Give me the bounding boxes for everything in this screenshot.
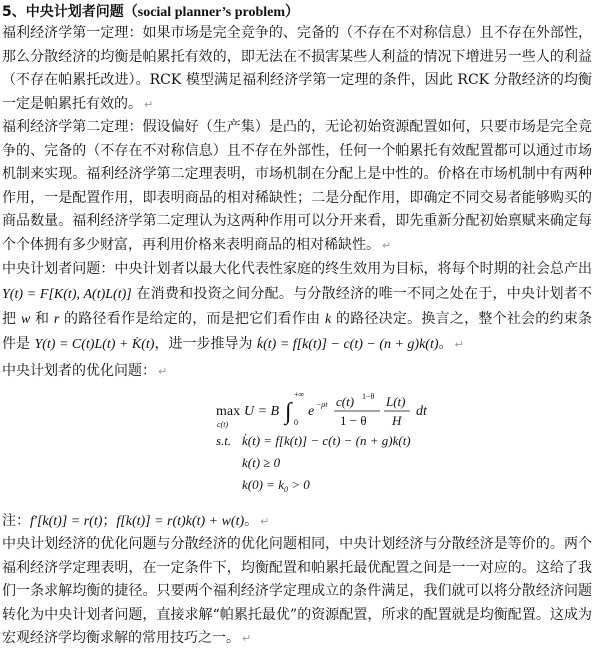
- p4-text: 中央计划者的优化问题：: [2, 363, 156, 379]
- note-label: 注：: [2, 513, 30, 529]
- differential: dt: [416, 404, 427, 419]
- integral-lower: 0: [294, 418, 298, 427]
- note-end: 。: [244, 513, 259, 529]
- paragraph-first-welfare-theorem: [2, 22, 592, 116]
- paragraph-second-welfare-theorem: [2, 116, 592, 257]
- subject-to-label: s.t.: [216, 433, 232, 448]
- max-operator: max: [216, 404, 241, 419]
- p3-text-b: 在消费和投资之间分配。与分散经济的唯一不同之处在于，中央计划者不把: [2, 286, 592, 327]
- return-mark: ↵: [242, 632, 252, 645]
- frac2-numerator: L(t): [386, 394, 406, 409]
- p3-text-f: ，进一步推导为: [154, 336, 257, 352]
- var-r: r: [53, 312, 60, 327]
- frac2-denominator: H: [392, 413, 402, 428]
- heading-close: ）: [285, 4, 300, 20]
- p3-text-e: 的路径决定。换言之，整个社会的约束条件是: [2, 311, 593, 352]
- p3-text-a: 中央计划者问题：中央计划者以最大化代表性家庭的终生效用为目标，将每个时期的社会总产出: [2, 261, 592, 277]
- heading-number: 5、: [2, 4, 26, 20]
- note-separator: ；: [102, 513, 117, 529]
- var-w: w: [20, 312, 31, 327]
- note-equation-2: f[k(t)] = r(t)k(t) + w(t): [116, 514, 245, 529]
- paragraph-equivalence: [2, 533, 592, 651]
- return-mark: ↵: [144, 97, 154, 111]
- heading-en: social planner’s problem: [137, 5, 286, 20]
- constraint-3: $k(0) = k_0 > 0$: [242, 477, 310, 494]
- p3-text-g: 。: [438, 336, 453, 352]
- heading-zh: 中央计划者问题（: [25, 4, 138, 20]
- frac1-numerator-power: 1−θ: [362, 392, 375, 401]
- section-heading: [2, 1, 299, 21]
- p3-text-c: 和: [30, 311, 54, 327]
- paragraph-optimization-title: [2, 360, 592, 384]
- max-subscript: c(t): [217, 420, 229, 429]
- utility-lhs: U = B: [244, 404, 280, 419]
- return-mark: ↵: [158, 365, 168, 378]
- paragraph-central-planner: [2, 257, 592, 357]
- note-equation-1: f′[k(t)] = r(t): [30, 514, 103, 529]
- return-mark: ↵: [454, 338, 464, 351]
- optimization-formula: [212, 387, 452, 497]
- capital-accumulation-equation: k̇(t) = f[k(t)] − c(t) − (n + g)k(t): [256, 337, 439, 352]
- frac1-numerator: c(t): [336, 394, 355, 409]
- frac1-denominator: 1 − θ: [340, 413, 367, 428]
- exp-power: −ρt: [316, 400, 328, 409]
- p3-text-d: 的路径看作是给定的，而是把它们看作由: [59, 311, 326, 327]
- return-mark: ↵: [260, 515, 270, 528]
- paragraph-note: [2, 510, 592, 534]
- exp-base: e: [308, 404, 315, 419]
- p1-text: 福利经济学第一定理：如果市场是完全竞争的、完备的（不存在不对称信息）且不存在外部性，那么分散经济的均衡是帕累托有效的，即无法在不损害某些人利益的情况下增进另一些人的利益（不存在帕累托改进）。RCK 模型满足福利经济学第一定理的条件，因此 RCK 分散经济的均衡一定是帕累托有效的。: [2, 25, 592, 112]
- p2-text: 福利经济学第二定理：假设偏好（生产集）是凸的，无论初始资源配置如何，只要市场是完全竞争的、完备的（不存在不对称信息）且不存在外部性，任何一个帕累托有效配置都可以通过市场机制来实现。福利经济学第二定理表明，市场机制在分配上是中性的。价格在市场机制中有两种作用，一是配置作用，即表明商品的相对稀缺性；二是分配作用，即确定不同交易者能够购买的商品数量。福利经济学第二定理认为这两种作用可以分开来看，即先重新分配初始禀赋来确定每个个体拥有多少财富，再利用价格来表明商品的相对稀缺性。: [2, 119, 592, 253]
- integral-sign: ∫: [285, 399, 292, 425]
- constraint-1: k̇(t) = f[k(t)] − c(t) − (n + g)k(t): [242, 433, 411, 448]
- p5-text: 中央计划经济的优化问题与分散经济的优化问题相同，中央计划经济与分散经济是等价的。两个福利经济学定理表明，在一定条件下，均衡配置和帕累托最优配置之间是一一对应的。这给了我们一条求解均衡的捷径。只要两个福利经济学定理成立的条件满足，我们就可以将分散经济问题转化为中央计划者问题，直接求解“帕累托最优”的资源配置，所求的配置就是均衡配置。这成为宏观经济学均衡求解的常用技巧之一。: [2, 536, 592, 646]
- integral-upper: +∞: [294, 390, 305, 399]
- output-equation: Y(t) = F[K(t), A(t)L(t)]: [2, 287, 132, 302]
- constraint-2: k(t) ≥ 0: [242, 455, 281, 470]
- return-mark: ↵: [382, 238, 392, 252]
- var-k: k: [325, 312, 332, 327]
- constraint-equation: Y(t) = C(t)L(t) + K̇(t): [34, 337, 155, 352]
